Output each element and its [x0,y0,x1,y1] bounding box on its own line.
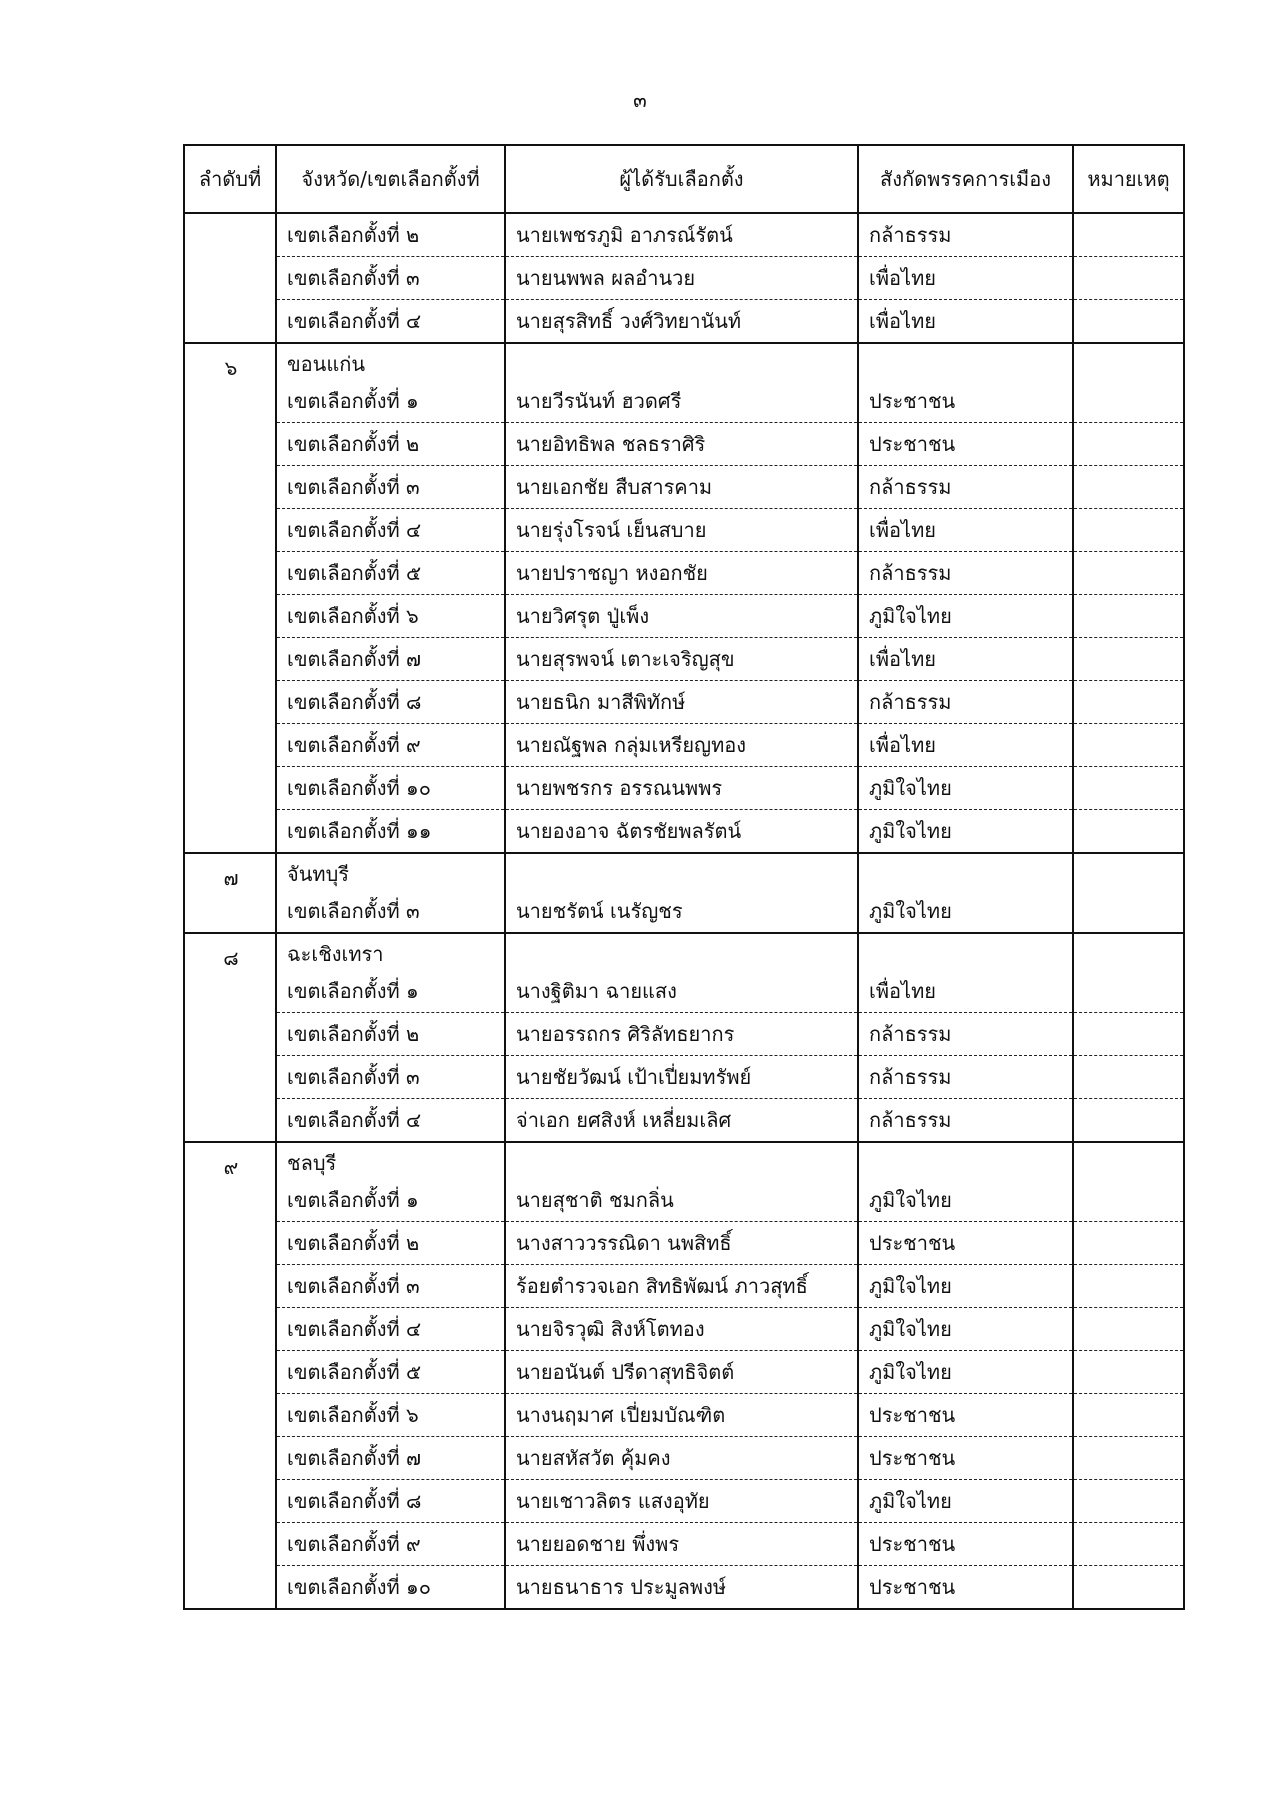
cell-remark [1073,724,1184,767]
cell-winner: นางฐิติมา ฉายแสง [505,970,858,1013]
cell-winner: ร้อยตำรวจเอก สิทธิพัฒน์ ภาวสุทธิ์ [505,1265,858,1308]
cell-party: ภูมิใจไทย [858,595,1073,638]
cell-party: ภูมิใจไทย [858,767,1073,810]
cell-province: ชลบุรี [276,1142,505,1179]
cell-no [184,213,276,343]
cell-remark [1073,1056,1184,1099]
cell-party: ประชาชน [858,1394,1073,1437]
cell-district: เขตเลือกตั้งที่ ๒ [276,1013,505,1056]
cell-district: เขตเลือกตั้งที่ ๓ [276,466,505,509]
cell-winner: นายชัยวัฒน์ เป้าเปี่ยมทรัพย์ [505,1056,858,1099]
cell-winner: นายสุรสิทธิ์ วงศ์วิทยานันท์ [505,300,858,344]
cell-winner: นางนฤมาศ เปี่ยมบัณฑิต [505,1394,858,1437]
cell-party: กล้าธรรม [858,552,1073,595]
table-row [184,1013,1184,1056]
table-row [184,1265,1184,1308]
table-row [184,1394,1184,1437]
cell-district: เขตเลือกตั้งที่ ๗ [276,638,505,681]
cell-party: เพื่อไทย [858,970,1073,1013]
table-row [184,810,1184,854]
cell-party: ประชาชน [858,380,1073,423]
cell-winner: นายรุ่งโรจน์ เย็นสบาย [505,509,858,552]
province-row [184,853,1184,890]
cell-remark [1073,509,1184,552]
cell-winner: นายสุชาติ ชมกลิ่น [505,1179,858,1222]
cell-district: เขตเลือกตั้งที่ ๔ [276,509,505,552]
cell-district: เขตเลือกตั้งที่ ๘ [276,681,505,724]
cell-remark [1073,466,1184,509]
cell-party: ภูมิใจไทย [858,1265,1073,1308]
cell-remark [1073,1265,1184,1308]
province-row [184,933,1184,970]
cell-party: ภูมิใจไทย [858,1308,1073,1351]
table-row [184,1480,1184,1523]
cell-remark [1073,810,1184,854]
table-row [184,1566,1184,1610]
cell-party: ประชาชน [858,1222,1073,1265]
cell-district: เขตเลือกตั้งที่ ๑๐ [276,767,505,810]
header-remark: หมายเหตุ [1073,145,1184,213]
cell-remark [1073,767,1184,810]
cell-province: จันทบุรี [276,853,505,890]
cell-winner [505,853,858,890]
page-number: ๓ [633,88,647,112]
cell-remark [1073,1142,1184,1179]
table-row [184,380,1184,423]
cell-remark [1073,257,1184,300]
cell-winner: นายองอาจ ฉัตรชัยพลรัตน์ [505,810,858,854]
cell-remark [1073,1437,1184,1480]
cell-winner: นายเอกชัย สืบสารคาม [505,466,858,509]
cell-no: ๗ [184,853,276,933]
table-row [184,257,1184,300]
cell-party: กล้าธรรม [858,1013,1073,1056]
cell-winner: นายชรัตน์ เนรัญชร [505,890,858,933]
table-row [184,595,1184,638]
cell-winner: นายปราชญา หงอกชัย [505,552,858,595]
cell-district: เขตเลือกตั้งที่ ๓ [276,890,505,933]
cell-district: เขตเลือกตั้งที่ ๑ [276,1179,505,1222]
cell-province: ฉะเชิงเทรา [276,933,505,970]
cell-winner: นายนพพล ผลอำนวย [505,257,858,300]
cell-district: เขตเลือกตั้งที่ ๑ [276,380,505,423]
cell-remark [1073,1099,1184,1143]
cell-remark [1073,213,1184,257]
cell-party: กล้าธรรม [858,681,1073,724]
table-row [184,767,1184,810]
table-row [184,1056,1184,1099]
table-row [184,423,1184,466]
cell-remark [1073,638,1184,681]
cell-party [858,853,1073,890]
cell-winner: นายวิศรุต ปู่เพ็ง [505,595,858,638]
table-row [184,1523,1184,1566]
cell-party: ประชาชน [858,1566,1073,1610]
cell-district: เขตเลือกตั้งที่ ๑ [276,970,505,1013]
table-row [184,1437,1184,1480]
cell-remark [1073,1179,1184,1222]
table-row [184,509,1184,552]
cell-party: กล้าธรรม [858,213,1073,257]
table-row [184,1351,1184,1394]
table-row [184,213,1184,257]
cell-remark [1073,595,1184,638]
header-district: จังหวัด/เขตเลือกตั้งที่ [276,145,505,213]
cell-remark [1073,423,1184,466]
cell-remark [1073,1523,1184,1566]
cell-remark [1073,933,1184,970]
cell-remark [1073,970,1184,1013]
cell-remark [1073,1013,1184,1056]
cell-district: เขตเลือกตั้งที่ ๖ [276,1394,505,1437]
table-row [184,466,1184,509]
cell-winner: นางสาววรรณิดา นพสิทธิ์ [505,1222,858,1265]
cell-district: เขตเลือกตั้งที่ ๒ [276,423,505,466]
table-row [184,1222,1184,1265]
cell-district: เขตเลือกตั้งที่ ๔ [276,1308,505,1351]
cell-province: ขอนแก่น [276,343,505,380]
header-row [184,145,1184,213]
province-row [184,1142,1184,1179]
cell-winner [505,343,858,380]
cell-district: เขตเลือกตั้งที่ ๙ [276,724,505,767]
cell-district: เขตเลือกตั้งที่ ๕ [276,1351,505,1394]
cell-district: เขตเลือกตั้งที่ ๓ [276,257,505,300]
cell-remark [1073,1480,1184,1523]
cell-remark [1073,1394,1184,1437]
cell-district: เขตเลือกตั้งที่ ๕ [276,552,505,595]
cell-district: เขตเลือกตั้งที่ ๖ [276,595,505,638]
table-row [184,1099,1184,1143]
header-winner: ผู้ได้รับเลือกตั้ง [505,145,858,213]
cell-party: ประชาชน [858,1523,1073,1566]
table-row [184,638,1184,681]
cell-party: เพื่อไทย [858,300,1073,344]
cell-winner: นายธนิก มาสีพิทักษ์ [505,681,858,724]
table-row [184,552,1184,595]
cell-remark [1073,380,1184,423]
cell-remark [1073,1566,1184,1610]
cell-winner: นายเชาวลิตร แสงอุทัย [505,1480,858,1523]
cell-no: ๖ [184,343,276,853]
cell-winner: นายเพชรภูมิ อาภรณ์รัตน์ [505,213,858,257]
cell-party: ภูมิใจไทย [858,1179,1073,1222]
cell-winner: นายพชรกร อรรณนพพร [505,767,858,810]
cell-party: เพื่อไทย [858,638,1073,681]
cell-no: ๙ [184,1142,276,1609]
header-party: สังกัดพรรคการเมือง [858,145,1073,213]
table-row [184,1179,1184,1222]
cell-winner: นายจิรวุฒิ สิงห์โตทอง [505,1308,858,1351]
cell-party: ประชาชน [858,1437,1073,1480]
cell-district: เขตเลือกตั้งที่ ๔ [276,300,505,344]
cell-district: เขตเลือกตั้งที่ ๒ [276,1222,505,1265]
cell-winner: จ่าเอก ยศสิงห์ เหลี่ยมเลิศ [505,1099,858,1143]
table-row [184,970,1184,1013]
cell-winner [505,933,858,970]
cell-winner: นายธนาธาร ประมูลพงษ์ [505,1566,858,1610]
cell-winner: นายอิทธิพล ชลธราศิริ [505,423,858,466]
cell-district: เขตเลือกตั้งที่ ๗ [276,1437,505,1480]
cell-party [858,933,1073,970]
cell-district: เขตเลือกตั้งที่ ๙ [276,1523,505,1566]
cell-winner: นายวีรนันท์ ฮวดศรี [505,380,858,423]
cell-no: ๘ [184,933,276,1142]
cell-remark [1073,890,1184,933]
province-row [184,343,1184,380]
cell-winner: นายอรรถกร ศิริลัทธยากร [505,1013,858,1056]
cell-district: เขตเลือกตั้งที่ ๒ [276,213,505,257]
cell-remark [1073,1308,1184,1351]
cell-remark [1073,1222,1184,1265]
cell-winner: นายอนันต์ ปรีดาสุทธิจิตต์ [505,1351,858,1394]
cell-winner: นายณัฐพล กลุ่มเหรียญทอง [505,724,858,767]
cell-party [858,343,1073,380]
cell-district: เขตเลือกตั้งที่ ๔ [276,1099,505,1143]
table-row [184,300,1184,344]
table-row [184,724,1184,767]
table-body [184,213,1184,1609]
cell-district: เขตเลือกตั้งที่ ๓ [276,1265,505,1308]
election-results-table [183,144,1185,1610]
cell-district: เขตเลือกตั้งที่ ๑๐ [276,1566,505,1610]
cell-district: เขตเลือกตั้งที่ ๘ [276,1480,505,1523]
cell-party: ภูมิใจไทย [858,890,1073,933]
cell-district: เขตเลือกตั้งที่ ๓ [276,1056,505,1099]
cell-winner [505,1142,858,1179]
cell-party [858,1142,1073,1179]
cell-party: เพื่อไทย [858,509,1073,552]
table-row [184,681,1184,724]
cell-party: กล้าธรรม [858,1056,1073,1099]
cell-district: เขตเลือกตั้งที่ ๑๑ [276,810,505,854]
cell-party: ภูมิใจไทย [858,1351,1073,1394]
cell-winner: นายสหัสวัต คุ้มคง [505,1437,858,1480]
cell-remark [1073,300,1184,344]
table-row [184,1308,1184,1351]
cell-winner: นายสุรพจน์ เตาะเจริญสุข [505,638,858,681]
cell-remark [1073,853,1184,890]
cell-remark [1073,1351,1184,1394]
cell-remark [1073,552,1184,595]
cell-remark [1073,681,1184,724]
cell-remark [1073,343,1184,380]
cell-party: กล้าธรรม [858,466,1073,509]
cell-winner: นายยอดชาย พึ่งพร [505,1523,858,1566]
cell-party: ภูมิใจไทย [858,810,1073,854]
table-row [184,890,1184,933]
cell-party: กล้าธรรม [858,1099,1073,1143]
cell-party: เพื่อไทย [858,724,1073,767]
cell-party: ภูมิใจไทย [858,1480,1073,1523]
header-no: ลำดับที่ [184,145,276,213]
cell-party: เพื่อไทย [858,257,1073,300]
cell-party: ประชาชน [858,423,1073,466]
